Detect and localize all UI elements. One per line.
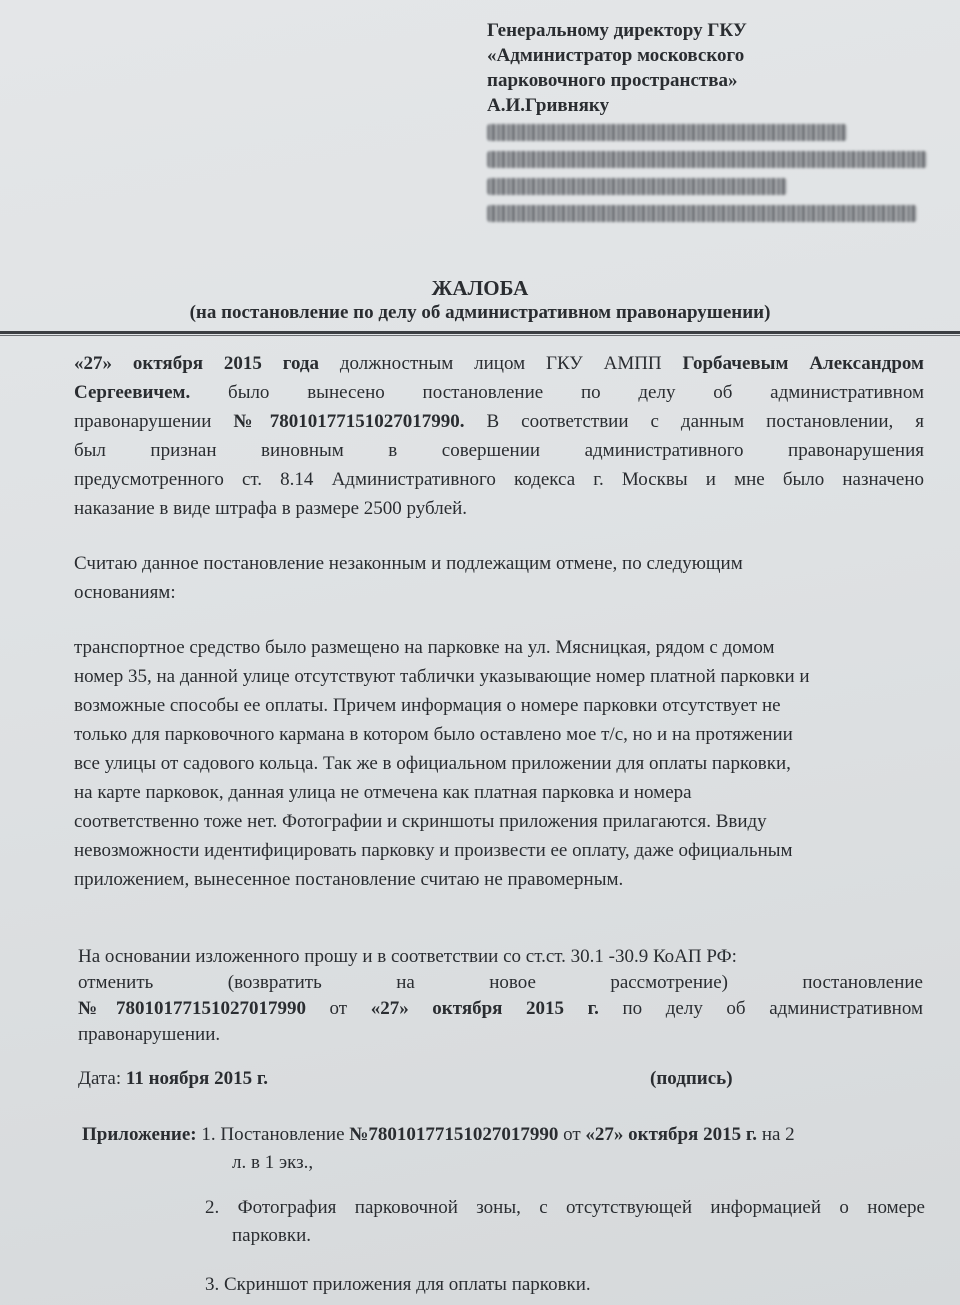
attachments-label: Приложение: [82,1124,197,1145]
document-title: ЖАЛОБА [431,276,529,300]
official-name: Горбачевым Александром [682,353,924,374]
addressee-line: парковочного пространства» [487,70,738,91]
redacted-sender-info [487,124,927,222]
case-number: №78010177151027017990 [78,998,306,1019]
date-value: 11 ноября 2015 г. [125,1068,269,1089]
addressee-line: «Администратор московского [487,45,745,66]
case-number: №78010177151027017990. [233,411,465,432]
paragraph-grounds-intro: Считаю данное постановление незаконным и подлежащим отмене, по следующим основаниям: [74,553,743,603]
addressee-block [487,18,927,232]
date-label: Дата: [78,1068,122,1089]
paragraph-grounds: транспортное средство было размещено на парковке на ул. Мясницкая, рядом с домом номер 35, на данной улице отсутствуют таблички указывающие номер платной парковки и возможные способы ее оплаты. Причем информация о номере парковки отсутствует не только для парковочного кармана в котором было оставлено мое т/с, но и на протяжении все улицы от садового кольца. Так же в официальном приложении для оплаты парковки, на карте парковок, данная улица не отмечена как платная парковка и номера соответственно тоже нет. Фотографии и скриншоты приложения прилагаются. Ввиду невозможности идентифицировать парковку и произвести ее оплату, даже официальным приложением, вынесенное постановление считаю не правомерным. [74,637,810,890]
attachment-item-1: Приложение: 1. Постановление №78010177151027017990 от «27» октября 2015 г. на 2 л. в 1 экз., [82,1124,795,1173]
attachment-item-2: 2. Фотография парковочной зоны, с отсутствующей информацией о номере парковки. [205,1197,925,1246]
addressee-line: А.И.Гривняку [487,95,610,116]
divider-line [0,331,960,334]
signature-placeholder: (подпись) [650,1068,733,1089]
document-subtitle: (на постановление по делу об административном правонарушении) [189,302,771,323]
attachment-item-3: 3. Скриншот приложения для оплаты парковки. [205,1274,591,1295]
paragraph-decision: «27» октября 2015 года должностным лицом ГКУ АМПП Горбачевым Александром Сергеевичем. было вынесено постановление по делу об административном правонарушении №78010177151027017990. В соответствии с данным постановлении, я был признан виновным в совершении административного правонарушения предусмотренного ст. 8.14 Административного кодекса г. Москвы и мне было назначено наказание в виде штрафа в размере 2500 рублей. [74,353,924,519]
decision-date: «27» октября 2015 года [74,353,320,374]
date-row [78,1068,928,1090]
addressee-line: Генеральному директору ГКУ [487,20,747,41]
paragraph-request: На основании изложенного прошу и в соответствии со ст.ст. 30.1 -30.9 КоАП РФ: отменить (возвратить на новое рассмотрение) постановление №78010177151027017990 от «27» октября 2015 г. по делу об административном правонарушении. [78,946,924,1045]
